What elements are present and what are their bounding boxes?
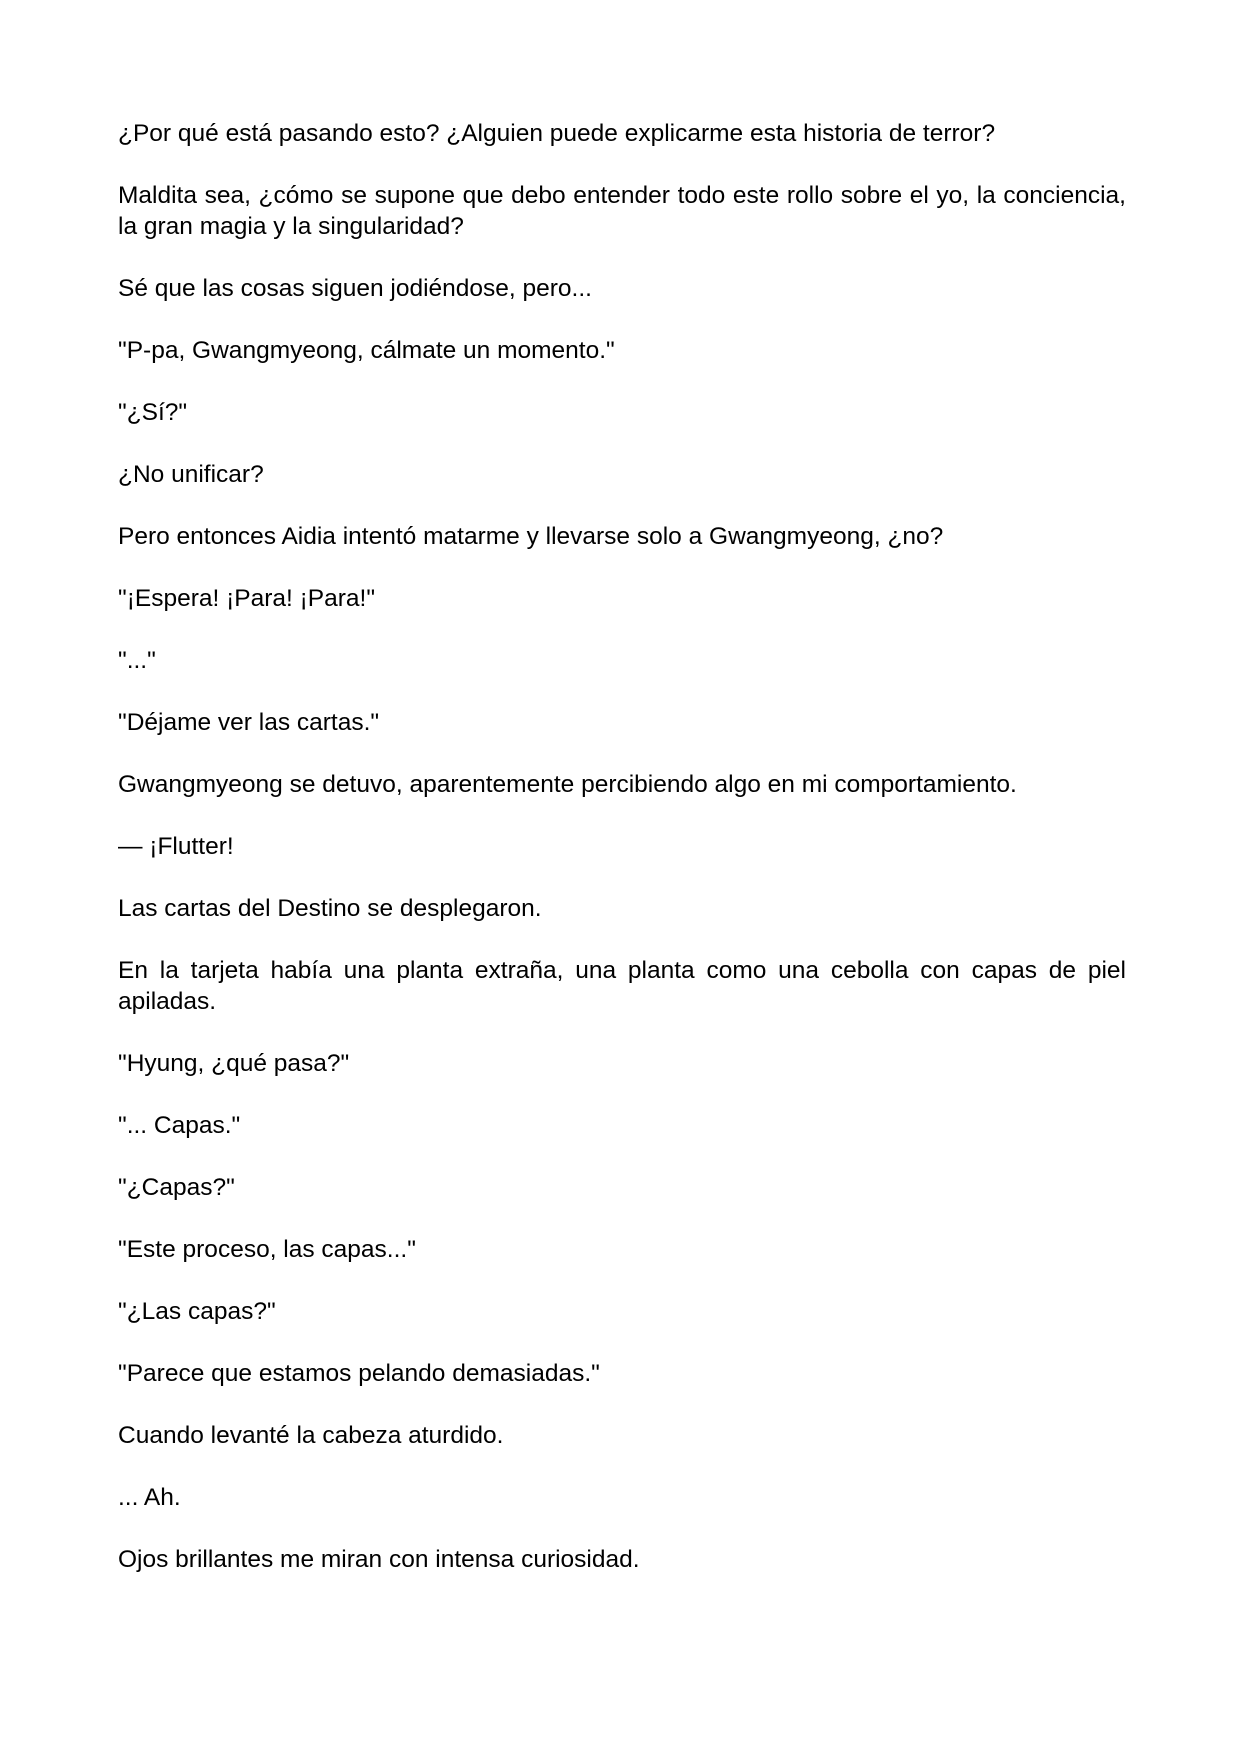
paragraph: Pero entonces Aidia intentó matarme y llevarse solo a Gwangmyeong, ¿no? <box>118 523 944 550</box>
paragraph: "¿Sí?" <box>118 399 188 426</box>
paragraph: Sé que las cosas siguen jodiéndose, pero... <box>118 275 592 302</box>
paragraph: En la tarjeta había una planta extraña, una planta como una cebolla con capas de piel apiladas. <box>118 957 1126 1015</box>
paragraph: "Hyung, ¿qué pasa?" <box>118 1050 350 1077</box>
paragraph: "Déjame ver las cartas." <box>118 709 380 736</box>
paragraph: Ojos brillantes me miran con intensa curiosidad. <box>118 1546 640 1573</box>
paragraph: ... Ah. <box>118 1484 181 1511</box>
paragraph: Maldita sea, ¿cómo se supone que debo entender todo este rollo sobre el yo, la conciencia, la gran magia y la singularidad? <box>118 182 1126 240</box>
paragraph: "... Capas." <box>118 1112 241 1139</box>
paragraph: "P-pa, Gwangmyeong, cálmate un momento." <box>118 337 615 364</box>
paragraph: ¿Por qué está pasando esto? ¿Alguien puede explicarme esta historia de terror? <box>118 120 996 147</box>
paragraph: — ¡Flutter! <box>118 833 234 860</box>
paragraph: Gwangmyeong se detuvo, aparentemente percibiendo algo en mi comportamiento. <box>118 771 1017 798</box>
paragraph: "¿Capas?" <box>118 1174 235 1201</box>
paragraph: Cuando levanté la cabeza aturdido. <box>118 1422 504 1449</box>
paragraph: "Parece que estamos pelando demasiadas." <box>118 1360 600 1387</box>
document-body <box>118 118 1126 1606</box>
paragraph: "Este proceso, las capas..." <box>118 1236 416 1263</box>
paragraph: ¿No unificar? <box>118 461 264 488</box>
paragraph: "¿Las capas?" <box>118 1298 276 1325</box>
paragraph: "..." <box>118 647 156 674</box>
paragraph: Las cartas del Destino se desplegaron. <box>118 895 542 922</box>
paragraph: "¡Espera! ¡Para! ¡Para!" <box>118 585 376 612</box>
